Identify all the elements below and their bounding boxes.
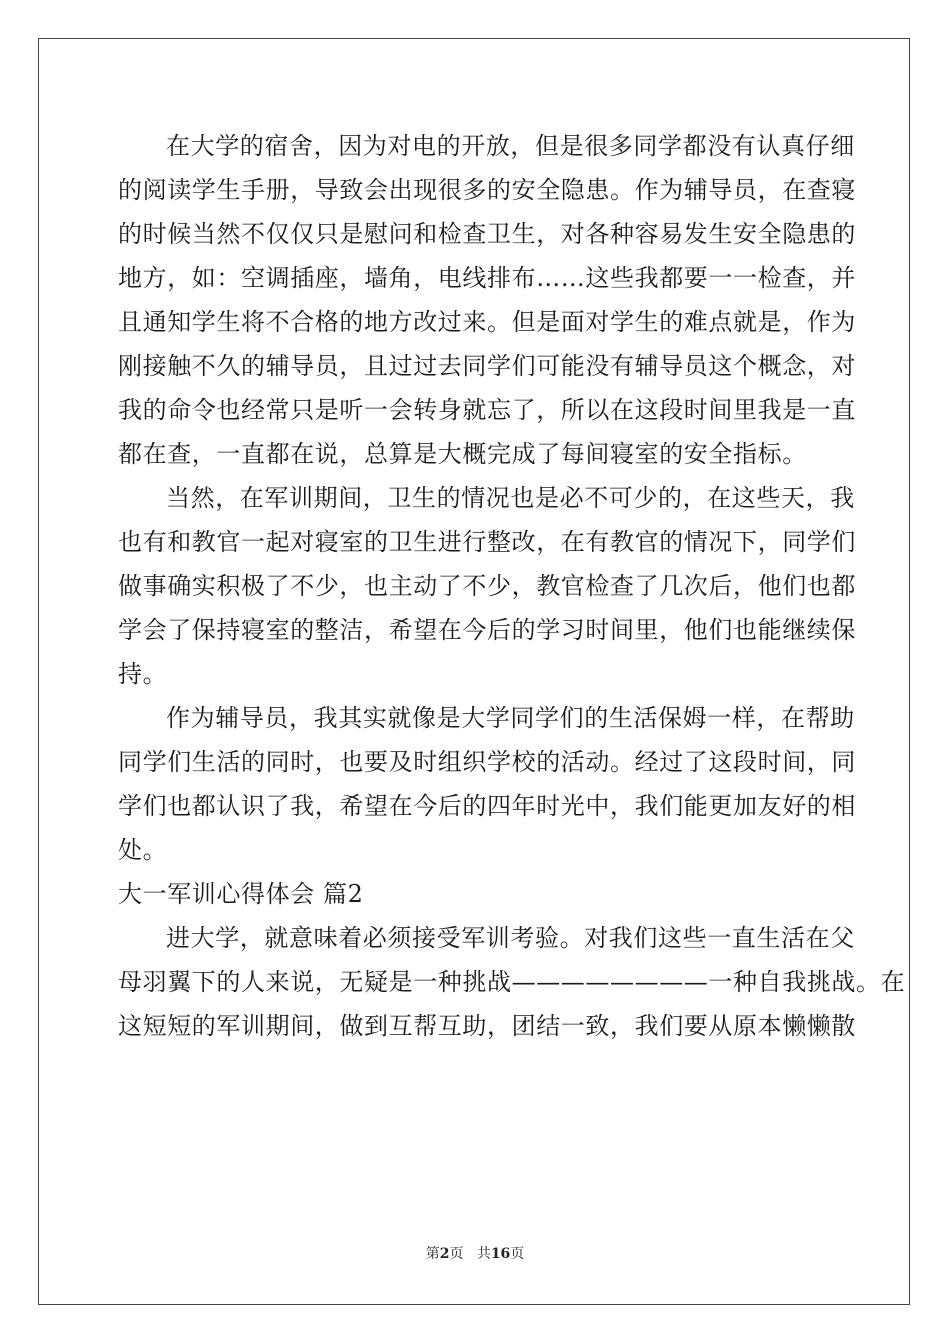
paragraph-2-line-2: 也有和教官一起对寝室的卫生进行整改，在有教官的情况下，同学们 bbox=[118, 528, 856, 556]
paragraph-4-line-3: 这短短的军训期间，做到互帮互助，团结一致，我们要从原本懒懒散 bbox=[118, 1012, 856, 1040]
paragraph-2-line-1: 当然，在军训期间，卫生的情况也是必不可少的，在这些天，我 bbox=[166, 484, 855, 512]
paragraph-2-line-5: 持。 bbox=[118, 660, 168, 688]
paragraph-2-line-3: 做事确实积极了不少，也主动了不少，教官检查了几次后，他们也都 bbox=[118, 572, 856, 600]
paragraph-2-line-4: 学会了保持寝室的整洁，希望在今后的学习时间里，他们也能继续保 bbox=[118, 616, 856, 644]
total-suffix: 页 bbox=[510, 1246, 525, 1262]
paragraph-3-line-1: 作为辅导员，我其实就像是大学同学们的生活保姆一样，在帮助 bbox=[166, 704, 855, 732]
paragraph-3-line-2: 同学们生活的同时，也要及时组织学校的活动。经过了这段时间，同 bbox=[118, 748, 856, 776]
paragraph-1-line-8: 都在查，一直都在说，总算是大概完成了每间寝室的安全指标。 bbox=[118, 440, 807, 468]
total-prefix: 共 bbox=[476, 1246, 491, 1262]
paragraph-1-line-1: 在大学的宿舍，因为对电的开放，但是很多同学都没有认真仔细 bbox=[166, 132, 855, 160]
page-number: 2 bbox=[439, 1246, 450, 1262]
paragraph-1-line-3: 的时候当然不仅仅只是慰问和检查卫生，对各种容易发生安全隐患的 bbox=[118, 220, 856, 248]
paragraph-1-line-4: 地方，如：空调插座，墙角，电线排布……这些我都要一一检查，并 bbox=[118, 264, 856, 292]
paragraph-1-line-6: 刚接触不久的辅导员，且过过去同学们可能没有辅导员这个概念，对 bbox=[118, 352, 856, 380]
paragraph-1-line-2: 的阅读学生手册，导致会出现很多的安全隐患。作为辅导员，在查寝 bbox=[118, 176, 856, 204]
paragraph-4-line-2: 母羽翼下的人来说，无疑是一种挑战————————一种自我挑战。在 bbox=[118, 968, 906, 996]
paragraph-3-line-4: 处。 bbox=[118, 836, 168, 864]
paragraph-4-line-1: 进大学，就意味着必须接受军训考验。对我们这些一直生活在父 bbox=[166, 924, 855, 952]
page-footer bbox=[0, 1244, 950, 1264]
paragraph-1-line-7: 我的命令也经常只是听一会转身就忘了，所以在这段时间里我是一直 bbox=[118, 396, 856, 424]
total-pages: 16 bbox=[490, 1246, 511, 1262]
paragraph-1-line-5: 且通知学生将不合格的地方改过来。但是面对学生的难点就是，作为 bbox=[118, 308, 856, 336]
page-suffix: 页 bbox=[449, 1246, 464, 1262]
paragraph-3-line-3: 学们也都认识了我，希望在今后的四年时光中，我们能更加友好的相 bbox=[118, 792, 856, 820]
page-prefix: 第 bbox=[425, 1246, 440, 1262]
section-heading: 大一军训心得体会 篇2 bbox=[118, 880, 364, 908]
